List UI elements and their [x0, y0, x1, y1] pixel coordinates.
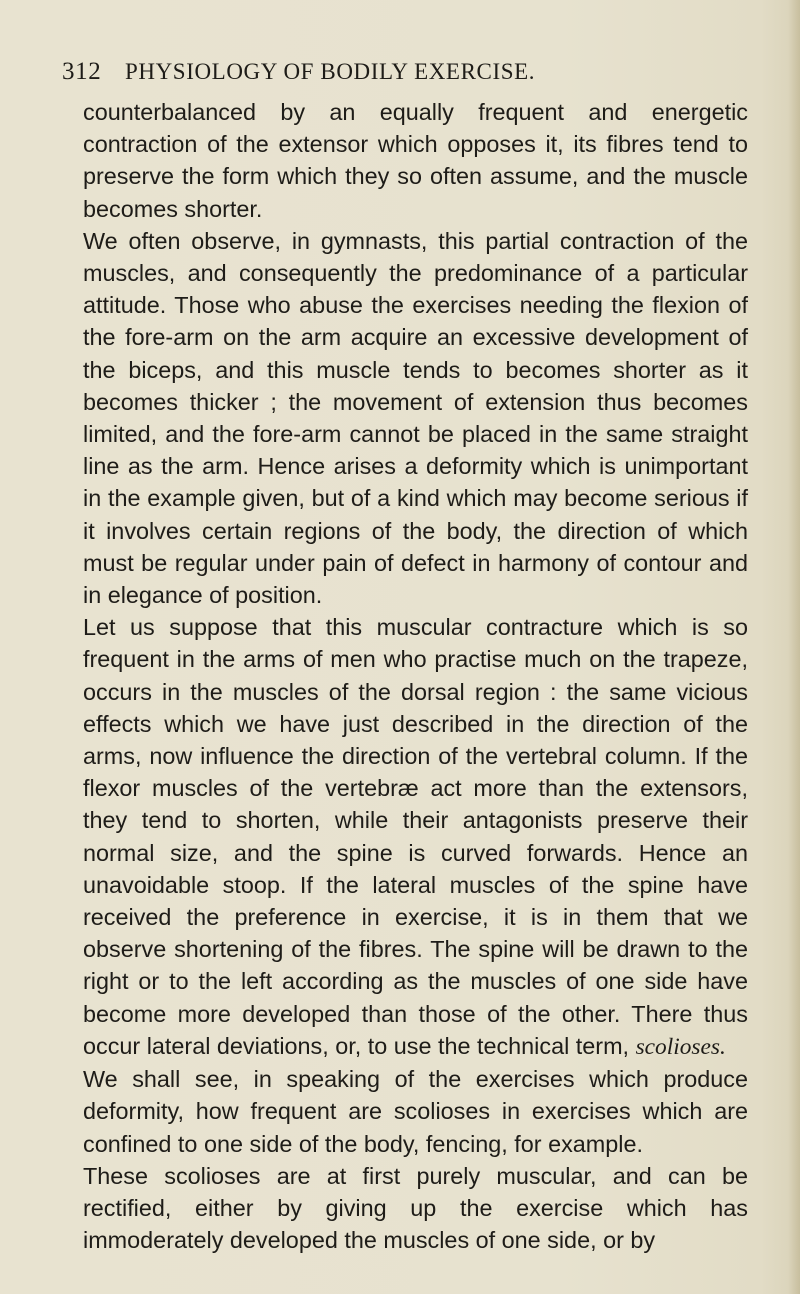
- italic-term-scolioses: scolioses.: [635, 1033, 726, 1060]
- page-number: 312: [62, 58, 102, 85]
- paragraph-4: We shall see, in speaking of the exercises which produce deformity, how frequent are scolioses in exercises which are confined to one side of the body, fencing, for example.: [83, 1066, 748, 1157]
- paragraph-3: [83, 611, 748, 1063]
- running-head: [62, 52, 742, 92]
- body-text: [83, 96, 748, 1256]
- running-title: PHYSIOLOGY OF BODILY EXERCISE.: [125, 59, 536, 84]
- page-edge-shadow: [788, 0, 800, 1294]
- paragraph-3-text: Let us suppose that this muscular contracture which is so frequent in the arms of men who practise much on the trapeze, occurs in the muscles of the dorsal region : the same vicious effects which we have just described in the direction of the arms, now influence the direction of the vertebral column. If the flexor muscles of the vertebræ act more than the extensors, they tend to shorten, while their antagonists preserve their normal size, and the spine is curved forwards. Hence an unavoidable stoop. If the lateral muscles of the spine have received the preference in exercise, it is in them that we observe shortening of the fibres. The spine will be drawn to the right or to the left according as the muscles of one side have become more developed than those of the other. There thus occur lateral deviations, or, to use the technical term,: [83, 614, 748, 1059]
- paragraph-2: We often observe, in gymnasts, this partial contraction of the muscles, and consequently the predominance of a particular attitude. Those who abuse the exercises needing the flexion of the fore-arm on the arm acquire an excessive development of the biceps, and this muscle tends to becomes shorter as it becomes thicker ; the movement of extension thus becomes limited, and the fore-arm cannot be placed in the same straight line as the arm. Hence arises a deformity which is unimportant in the example given, but of a kind which may become serious if it involves certain regions of the body, the direction of which must be regular under pain of defect in harmony of contour and in elegance of position.: [83, 227, 748, 609]
- paragraph-1: counterbalanced by an equally frequent and energetic contraction of the extensor which opposes it, its fibres tend to preserve the form which they so often assume, and the muscle becomes shorter.: [83, 99, 748, 222]
- paragraph-5: These scolioses are at first purely muscular, and can be rectified, either by giving up the exercise which has immoderately developed the muscles of one side, or by: [83, 1162, 748, 1254]
